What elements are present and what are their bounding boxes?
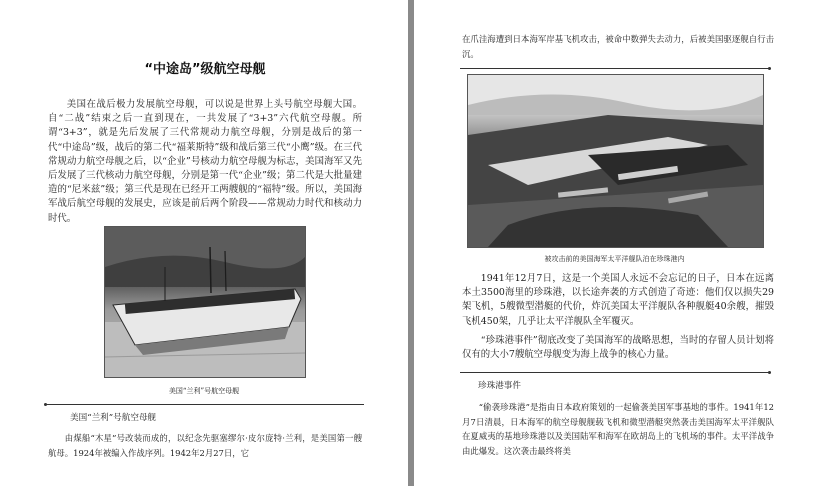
left-page: [0, 0, 408, 486]
continued-paragraph: 在爪洼海遭到日本海军岸基飞机攻击，被命中数弹失去动力，后被美国驱逐舰自行击沉。: [462, 34, 774, 59]
body-paragraph: 由煤船“木星”号改装而成的，以纪念先驱塞缪尔·皮尔庞特·兰利，是美国第一艘航母。1924年被编入作战序列。1942年2月27日，它: [48, 433, 362, 458]
carrier-illustration: [105, 227, 305, 377]
right-page: [414, 0, 820, 486]
pearl-harbor-photo: [467, 74, 764, 248]
body-paragraph: “偷袭珍珠港”是指由日本政府策划的一起偷袭美国军事基地的事件。1941年12月7日清晨，日本海军的航空母舰舰载飞机和微型潜艇突然袭击美国海军太平洋舰队在夏威夷的基地珍珠港以及美国陆军和海军在欧胡岛上的飞机场的事件。太平洋战争由此爆发。这次袭击最终将美: [462, 402, 774, 456]
divider: [460, 68, 770, 69]
harbor-illustration: [468, 75, 763, 247]
body-paragraph: “珍珠港事件”彻底改变了美国海军的战略思想，当时的存留人员计划将仅有的大小7艘航空母舰变为海上战争的核心力量。: [462, 335, 774, 361]
intro-paragraph: 美国在战后极力发展航空母舰，可以说是世界上头号航空母舰大国。自“二战”结束之后一直到现在，一共发展了“3+3”六代航空母舰。所谓“3+3”，就是先后发展了三代常规动力航空母舰，分别是战后的第一代“中途岛”级，战后的第二代“福莱斯特”级和战后第三代“小鹰”级。在三代常规动力航空母舰之后，以“企业”号核动力航空母舰为标志，美国海军又先后发展了三代核动力航空母舰，分别是第一代“企业”级；第二代是大批量建造的“尼米兹”级；第三代是现在已经开工两艘舰的“福特”级。所以，美国海军战后航空母舰的发展史，应该是前后两个阶段——常规动力时代和核动力时代。: [48, 99, 362, 224]
page-title: “中途岛”级航空母舰: [144, 62, 266, 77]
photo-caption: 被攻击前的美国海军太平洋舰队泊在珍珠港内: [544, 255, 685, 263]
section-subhead: 珍珠港事件: [478, 381, 521, 391]
divider-dot: [768, 371, 771, 374]
langley-carrier-photo: [104, 226, 306, 378]
divider: [460, 372, 770, 373]
divider-dot: [768, 67, 771, 70]
divider-dot: [44, 403, 47, 406]
body-paragraph: 1941年12月7日，这是一个美国人永远不会忘记的日子，日本在远离本土3500海里的珍珠港，以长途奔袭的方式创造了奇迹：他们仅以损失29架飞机，5艘微型潜艇的代价，炸沉美国太平洋舰队各种舰艇40余艘，摧毁飞机450架，几乎让太平洋舰队全军覆灭。: [462, 273, 774, 327]
divider: [46, 404, 364, 405]
section-subhead: 美国“兰利”号航空母舰: [70, 413, 157, 423]
photo-caption: 美国“兰利”号航空母舰: [168, 387, 240, 395]
